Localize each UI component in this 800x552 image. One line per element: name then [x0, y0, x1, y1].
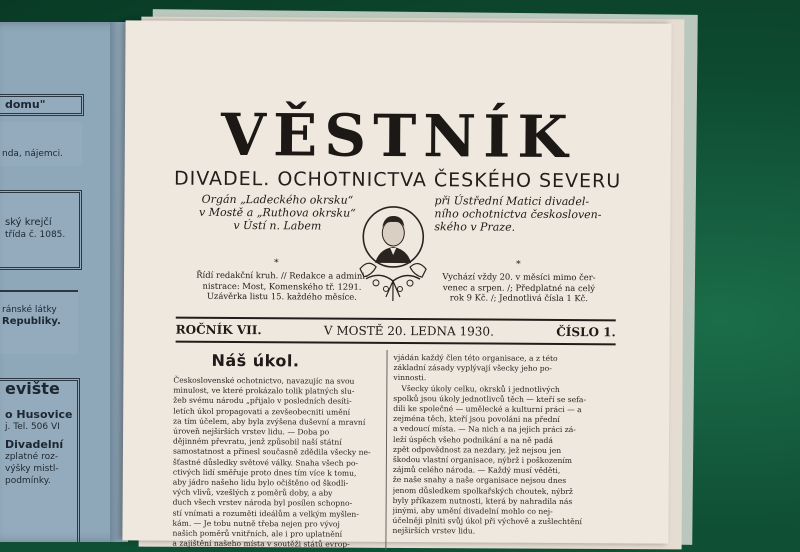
article-line: samostatnost a přinesl současně zdědila všecky ne- [172, 447, 371, 458]
article-line: dějinném převratu, jenž způsobil naší státní [172, 436, 342, 447]
issue-volume: ROČNÍK VII. [175, 322, 262, 338]
article-line: že naše snahy a naše organisace nejsou dnes [392, 475, 567, 486]
ad-box-domu [0, 94, 84, 116]
header-rule-bottom [176, 341, 616, 345]
article-line: zejména těch, kteří jsou povoláni na přední [393, 414, 560, 425]
issue-number: ČÍSLO 1. [556, 324, 616, 340]
article-line: dili ke společné — umělecké a kulturní práci — a [393, 403, 582, 415]
article-line: jinými, aby umění divadelní mohlo co nej- [392, 506, 553, 517]
header-rule-top [176, 317, 616, 322]
ad-line: podmínky. [5, 476, 51, 486]
article-line: Československé ochotnictvo, navazujíc na svou [173, 375, 355, 386]
header-right-organ [434, 194, 614, 234]
separator-star: * [274, 258, 279, 269]
ad-line: domu" [5, 98, 46, 111]
article-line: vjádán každý člen této organisace, a z této [393, 352, 558, 363]
ad-line: zplatné roz- [5, 452, 59, 462]
ad-line: j. Tel. 506 VI [5, 422, 60, 432]
article-line: základní zásady vyplývají všecky jeho po- [393, 363, 552, 374]
column-divider [385, 350, 387, 550]
article-line: aby jádro našeho lidu bylo očištěno od škodli- [172, 477, 349, 488]
newspaper-page [122, 20, 671, 549]
organ-line: ského v Praze. [434, 220, 516, 234]
article-left-column [172, 351, 381, 551]
info-line: Uzávěrka listu 15. každého měsíce. [206, 290, 357, 302]
ad-line: nda, nájemci. [2, 149, 63, 159]
header-left-organ [182, 193, 372, 233]
article-line: zpět odpovědnost za nezdary, jež nejsou jen [392, 444, 562, 455]
ad-line: evište [5, 379, 60, 398]
issue-place-date: V MOSTĚ 20. LEDNA 1930. [323, 323, 494, 339]
ad-box-najemci [0, 122, 82, 166]
article-line: nejširších vrstev lidu. [392, 526, 476, 536]
article-line: zájmů celého národa. — Každý musí věděti, [392, 465, 561, 476]
article-title: Náš úkol. [211, 350, 300, 371]
organ-line: v Mostě a „Ruthova okrsku“ [199, 205, 356, 220]
info-line: Vychází vždy 20. v měsíci mimo čer- [442, 271, 596, 283]
organ-line: Orgán „Ladeckého okrsku“ [201, 192, 354, 207]
organ-line: ního ochotnictva českosloven- [434, 207, 602, 222]
article-right-column [392, 353, 615, 538]
info-line: venec a srpen. /; Předplatné na celý [442, 281, 596, 293]
article-line: žeb svému národu „přijalo v posledních desíti- [173, 396, 352, 407]
article-line: spolků jsou úkoly jednotlivců těch — kteří se sefa- [393, 393, 587, 404]
ad-box-krejci [0, 190, 82, 270]
article-line: účelněji plniti svůj úkol při výchově a zušlechtění [392, 516, 582, 527]
article-line: kám. — Je tobu nutně třeba nejen pro vývoj [172, 518, 340, 529]
header-right-info [424, 271, 614, 304]
info-line: nistrace: Most, Komenského tř. 1291. [202, 280, 362, 292]
article-line: stí vnímati a rozuměti ideálům a velkým myšlen- [172, 508, 359, 519]
ad-line: výšky mistl- [5, 464, 59, 474]
article-line: Všecky úkoly celku, okrsků i jednotlivých [401, 383, 560, 394]
ad-line: ránské látky [2, 305, 57, 315]
article-line: a vedoucí místa. — Na nich a na jejich práci zá- [393, 424, 576, 435]
article-line: leží úspěch všeho podnikání a na ně padá [393, 434, 553, 445]
ad-box-husovice [0, 378, 80, 542]
organ-line: při Ústřední Matici divadel- [434, 194, 590, 209]
article-line: vinnosti. [393, 373, 427, 383]
article-line: minulost, ve které prokázalo tolik platných slu- [173, 385, 355, 396]
separator-star: * [516, 259, 521, 270]
article-line: jenom důsledkem spolkařských choutek, nýbrž [392, 485, 573, 496]
organ-line: v Ústí n. Labem [233, 218, 322, 233]
info-line: Řídí redakční kruh. // Redakce a admini- [196, 269, 368, 281]
article-line: škodou vlastní organisace, nýbrž i poškozením [392, 455, 573, 466]
left-booklet [0, 22, 128, 542]
ad-box-latky [0, 290, 78, 354]
article-line: ctivých lidí směřuje proto dnes tím více k tomu, [172, 467, 357, 478]
article-line: vých vlivů, vzešlých z poměrů doby, a aby [172, 487, 333, 498]
ad-line: třída č. 1085. [5, 230, 66, 240]
issue-dateline [176, 323, 616, 340]
ad-line: ský krejčí [5, 217, 52, 228]
ad-line: o Husovice [5, 408, 73, 421]
ad-line: Divadelní [5, 438, 64, 451]
article-line: duch všech vrstev národa byl posílen schopno- [172, 498, 353, 509]
ad-line: Republiky. [2, 316, 61, 327]
masthead-title: VĚSTNÍK [220, 100, 576, 172]
article-line: šťastné důsledky světové války. Snaha všech po- [172, 457, 359, 468]
article-line: úroveň nejširších vrstev lidu. — Doba po [173, 426, 330, 437]
article-line: za tím účelem, aby byla zvýšena duševní a mravní [173, 416, 366, 427]
article-line: byly příkazem nutnosti, která by nahradila nás [392, 495, 573, 506]
info-line: rok 9 Kč. /; Jednotlivá čísla 1 Kč. [449, 292, 589, 304]
article-line: našich poměrů vnitřních, ale i pro uplatnění [172, 528, 343, 539]
masthead-subtitle: DIVADEL. OCHOTNICTVA ČESKÉHO SEVERU [173, 167, 622, 193]
article-line: letích úkol propagovati a zevšeobecniti umění [173, 406, 351, 417]
article-line: a zajištění našeho místa v soutěži států evrop- [172, 538, 350, 549]
